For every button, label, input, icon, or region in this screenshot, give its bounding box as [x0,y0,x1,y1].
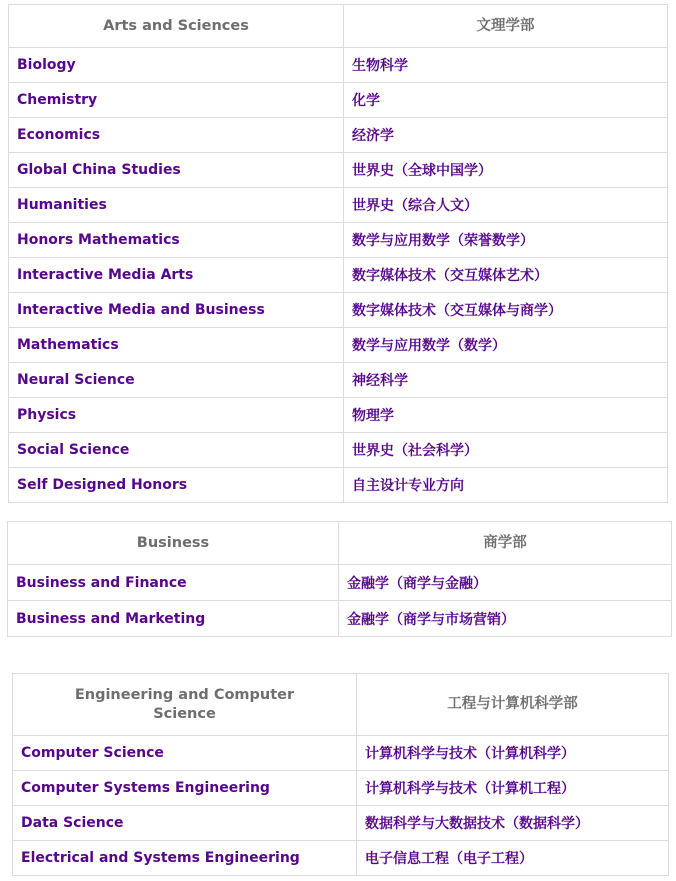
major-english: Economics [9,118,344,153]
major-english: Electrical and Systems Engineering [13,841,357,876]
table-header-row [9,5,668,48]
table-row [9,188,668,223]
business-table [7,521,672,637]
major-chinese: 计算机科学与技术（计算机工程） [357,771,669,806]
header-chinese: 文理学部 [344,5,668,48]
major-chinese: 金融学（商学与金融） [339,565,672,601]
major-english: Interactive Media Arts [9,258,344,293]
major-chinese: 生物科学 [344,48,668,83]
table-row [13,771,669,806]
header-english: Arts and Sciences [9,5,344,48]
major-chinese: 世界史（全球中国学） [344,153,668,188]
major-chinese: 世界史（综合人文） [344,188,668,223]
table-header-row [13,674,669,736]
table-row [9,363,668,398]
major-chinese: 金融学（商学与市场营销） [339,601,672,637]
major-chinese: 数字媒体技术（交互媒体艺术） [344,258,668,293]
table-row [9,433,668,468]
header-english: Business [8,522,339,565]
table-row [9,118,668,153]
major-english: Computer Science [13,736,357,771]
table-row [13,736,669,771]
major-english: Computer Systems Engineering [13,771,357,806]
header-english-text: Engineering and Computer Science [74,686,295,722]
table-header-row [8,522,672,565]
engineering-and-computer-science-table [12,673,669,876]
major-chinese: 计算机科学与技术（计算机科学） [357,736,669,771]
major-english: Humanities [9,188,344,223]
major-english: Honors Mathematics [9,223,344,258]
table-row [9,83,668,118]
major-chinese: 化学 [344,83,668,118]
major-english: Data Science [13,806,357,841]
major-chinese: 数据科学与大数据技术（数据科学） [357,806,669,841]
table-row [13,806,669,841]
major-chinese: 数学与应用数学（数学） [344,328,668,363]
major-english: Interactive Media and Business [9,293,344,328]
major-english: Business and Finance [8,565,339,601]
header-chinese: 商学部 [339,522,672,565]
major-english: Global China Studies [9,153,344,188]
major-chinese: 经济学 [344,118,668,153]
table-row [9,258,668,293]
header-english [13,674,357,736]
major-english: Self Designed Honors [9,468,344,503]
major-english: Neural Science [9,363,344,398]
arts-and-sciences-table [8,4,668,503]
table-row [9,153,668,188]
major-chinese: 自主设计专业方向 [344,468,668,503]
table-row [8,601,672,637]
major-chinese: 神经科学 [344,363,668,398]
major-english: Social Science [9,433,344,468]
major-chinese: 电子信息工程（电子工程） [357,841,669,876]
major-chinese: 数学与应用数学（荣誉数学） [344,223,668,258]
major-english: Business and Marketing [8,601,339,637]
table-row [9,328,668,363]
major-english: Biology [9,48,344,83]
table-row [9,48,668,83]
table-row [9,468,668,503]
major-english: Chemistry [9,83,344,118]
major-chinese: 世界史（社会科学） [344,433,668,468]
table-row [9,398,668,433]
major-english: Physics [9,398,344,433]
table-row [13,841,669,876]
major-english: Mathematics [9,328,344,363]
header-chinese: 工程与计算机科学部 [357,674,669,736]
table-row [8,565,672,601]
major-chinese: 数字媒体技术（交互媒体与商学） [344,293,668,328]
table-row [9,223,668,258]
major-chinese: 物理学 [344,398,668,433]
table-row [9,293,668,328]
